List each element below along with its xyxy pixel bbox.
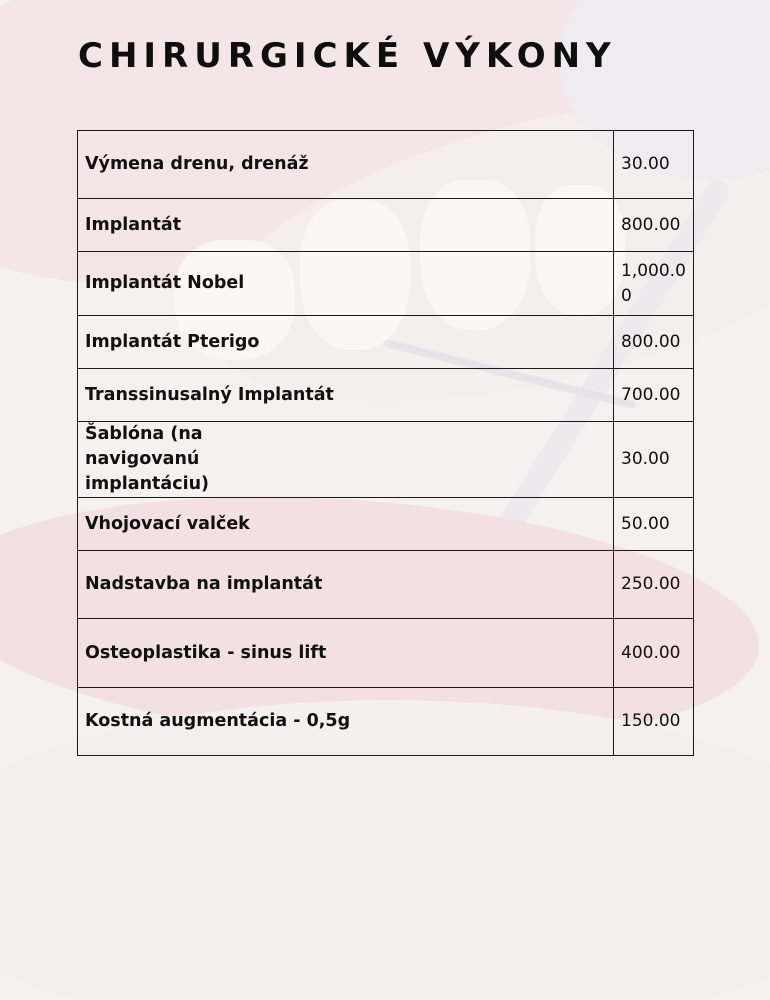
procedure-name: Šablóna (na navigovanú implantáciu) (78, 422, 614, 498)
procedure-name: Implantát Nobel (78, 252, 614, 316)
procedure-price: 800.00 (614, 199, 694, 252)
procedure-price: 30.00 (614, 422, 694, 498)
table-row (78, 199, 694, 252)
procedure-price: 150.00 (614, 688, 694, 756)
table-row (78, 131, 694, 199)
procedure-name: Implantát Pterigo (78, 316, 614, 369)
table-row (78, 498, 694, 551)
table-row (78, 316, 694, 369)
procedure-price: 400.00 (614, 619, 694, 688)
procedure-name: Vhojovací valček (78, 498, 614, 551)
procedure-price: 1,000.00 (614, 252, 694, 316)
table-row (78, 551, 694, 619)
procedure-name: Nadstavba na implantát (78, 551, 614, 619)
procedure-name: Výmena drenu, drenáž (78, 131, 614, 199)
procedure-name: Transsinusalný Implantát (78, 369, 614, 422)
price-table (77, 130, 694, 756)
procedure-price: 250.00 (614, 551, 694, 619)
procedure-name: Implantát (78, 199, 614, 252)
table-row (78, 252, 694, 316)
procedure-price: 700.00 (614, 369, 694, 422)
procedure-price: 30.00 (614, 131, 694, 199)
table-row (78, 369, 694, 422)
procedure-price: 800.00 (614, 316, 694, 369)
procedure-name: Kostná augmentácia - 0,5g (78, 688, 614, 756)
procedure-price: 50.00 (614, 498, 694, 551)
table-row (78, 619, 694, 688)
table-row (78, 688, 694, 756)
procedure-name: Osteoplastika - sinus lift (78, 619, 614, 688)
page-title: CHIRURGICKÉ VÝKONY (78, 36, 617, 76)
table-row (78, 422, 694, 498)
